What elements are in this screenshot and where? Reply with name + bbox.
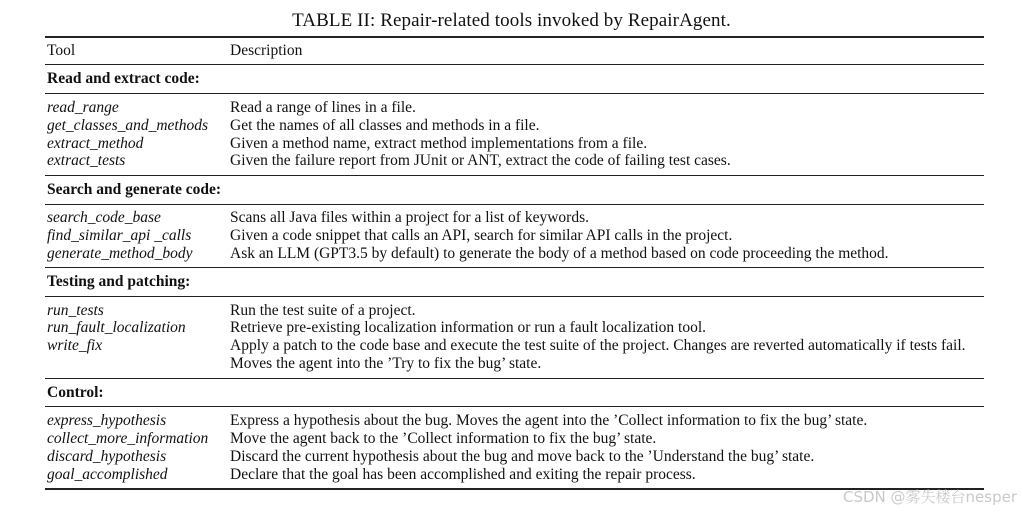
section-rule [45, 204, 984, 205]
tool-name: read_range [47, 99, 119, 116]
tool-description: Read a range of lines in a file. [230, 99, 416, 116]
tool-description: Move the agent back to the ’Collect information to fix the bug’ state. [230, 430, 657, 447]
tool-description: Run the test suite of a project. [230, 302, 416, 319]
tool-name: write_fix [47, 337, 103, 354]
tool-name: find_similar_api _calls [47, 227, 192, 244]
tool-name: collect_more_information [47, 430, 209, 447]
section-divider [45, 378, 984, 379]
tool-description: Scans all Java files within a project for a list of keywords. [230, 209, 589, 226]
tool-name: get_classes_and_methods [47, 117, 209, 134]
section-rule [45, 93, 984, 94]
tool-name: extract_tests [47, 152, 126, 169]
tool-name: express_hypothesis [47, 412, 167, 429]
tool-name: discard_hypothesis [47, 448, 167, 465]
tool-description: Discard the current hypothesis about the bug and move back to the ’Understand the bug’ state. [230, 448, 815, 465]
section-title: Control: [47, 384, 104, 401]
tool-description: Ask an LLM (GPT3.5 by default) to generate the body of a method based on code proceeding the method. [230, 245, 889, 262]
tool-description: Retrieve pre-existing localization information or run a fault localization tool. [230, 319, 707, 336]
section-title: Read and extract code: [47, 70, 200, 87]
tool-name: run_tests [47, 302, 104, 319]
tool-description: Given a method name, extract method implementations from a file. [230, 135, 648, 152]
tool-name: extract_method [47, 135, 144, 152]
section-divider [45, 267, 984, 268]
tool-description: Given a code snippet that calls an API, search for similar API calls in the project. [230, 227, 733, 244]
header-description: Description [230, 42, 303, 59]
tool-name: generate_method_body [47, 245, 193, 262]
section-title: Search and generate code: [47, 181, 222, 198]
section-title: Testing and patching: [47, 273, 191, 290]
header-tool: Tool [47, 42, 76, 59]
table-caption: TABLE II: Repair-related tools invoked by RepairAgent. [292, 10, 731, 31]
tool-description: Apply a patch to the code base and execute the test suite of the project. Changes are reverted automatically if tests fail. Moves the agent into the ’Try to fix the bug’ state. [230, 337, 966, 372]
tool-description: Get the names of all classes and methods in a file. [230, 117, 540, 134]
watermark: CSDN @雾失楼台nesper [842, 488, 1017, 506]
section-rule [45, 406, 984, 407]
section-divider [45, 175, 984, 176]
tool-name: goal_accomplished [47, 466, 168, 483]
tool-description: Declare that the goal has been accomplished and exiting the repair process. [230, 466, 696, 483]
tool-name: run_fault_localization [47, 319, 186, 336]
tool-description: Express a hypothesis about the bug. Moves the agent into the ’Collect information to fix the bug’ state. [230, 412, 868, 429]
header-rule [45, 64, 984, 65]
top-rule [45, 36, 984, 38]
tool-name: search_code_base [47, 209, 161, 226]
tool-description: Given the failure report from JUnit or ANT, extract the code of failing test cases. [230, 152, 731, 169]
section-rule [45, 296, 984, 297]
